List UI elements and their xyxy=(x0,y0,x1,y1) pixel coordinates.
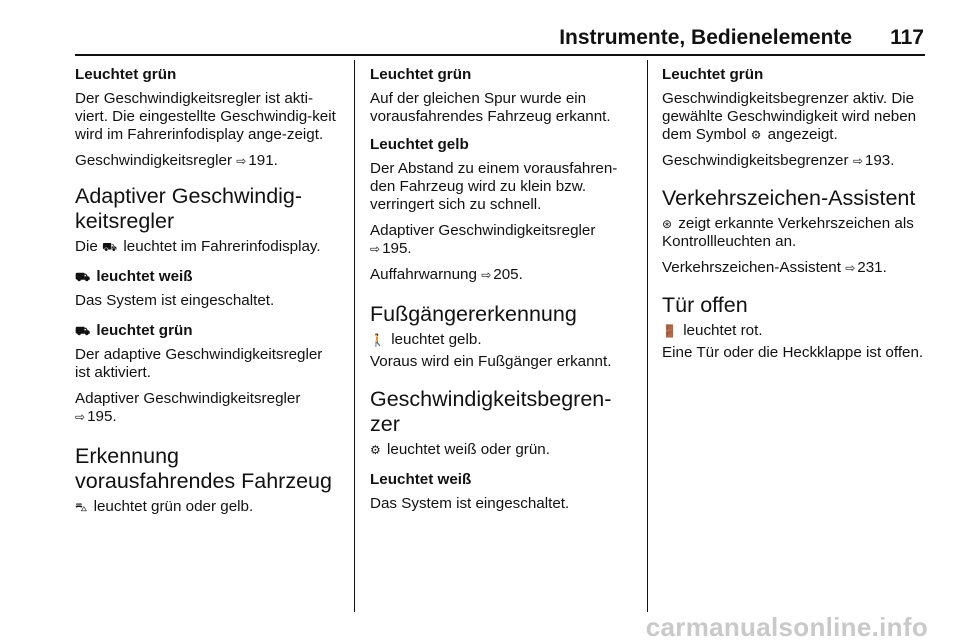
heading-acc-green: ⛟ leuchtet grün xyxy=(75,322,193,339)
heading-speed-limiter: Geschwindigkeitsbegren-zer xyxy=(370,387,612,436)
xref-arrow-icon xyxy=(236,152,248,169)
heading-traffic-sign-assist: Verkehrszeichen-Assistent xyxy=(662,186,916,210)
acc-icon: ⛟ xyxy=(75,324,91,338)
paragraph-limiter-active: Geschwindigkeitsbegrenzer aktiv. Die gewählte Geschwindigkeit wird neben dem Symbol ⚙ angezeigt. xyxy=(662,90,917,143)
heading-yellow: Leuchtet gelb xyxy=(370,136,469,153)
acc-icon: ⛟ xyxy=(75,270,91,284)
paragraph-pedestrian-light: 🚶 leuchtet gelb. xyxy=(370,331,482,348)
heading-green-1: Leuchtet grün xyxy=(75,66,177,83)
car-icon: ⛍ xyxy=(75,500,88,514)
xref-arrow-icon xyxy=(481,266,493,283)
paragraph-system-on: Das System ist eingeschaltet. xyxy=(75,292,275,309)
heading-green: Leuchtet grün xyxy=(370,66,472,83)
paragraph-acc-display: Die ⛟ leuchtet im Fahrerinfodisplay. xyxy=(75,238,321,255)
column-2 xyxy=(370,66,635,521)
paragraph-distance-warning: Der Abstand zu einem vorausfahren-den Fahrzeug wird zu klein bzw. verringert sich zu schnell. xyxy=(370,160,618,213)
xref-adaptive-cruise[interactable]: Adaptiver Geschwindigkeitsregler ⇨ 195. xyxy=(370,222,635,258)
column-divider-1 xyxy=(354,60,355,612)
xref-adaptive-cruise[interactable]: Adaptiver Geschwindigkeitsregler ⇨ 195. xyxy=(75,390,337,426)
limiter-icon: ⚙ xyxy=(750,128,762,142)
heading-adaptive-cruise: Adaptiver Geschwindig-keitsregler xyxy=(75,184,303,233)
paragraph-cruise-active: Der Geschwindigkeitsregler ist akti-viert. Die eingestellte Geschwindig-keit wird im Fahrerinfodisplay ange-zeigt. xyxy=(75,90,336,143)
heading-vehicle-detection: Erkennung vorausfahrendes Fahrzeug xyxy=(75,444,332,493)
pedestrian-icon: 🚶 xyxy=(370,333,385,347)
limiter-icon: ⚙ xyxy=(370,443,381,457)
paragraph-pedestrian-detected: Voraus wird ein Fußgänger erkannt. xyxy=(370,353,612,370)
page-number: 117 xyxy=(890,26,924,49)
xref-collision-warning[interactable]: Auffahrwarnung ⇨ 205. xyxy=(370,266,635,284)
xref-arrow-icon xyxy=(75,408,87,425)
xref-arrow-icon xyxy=(370,240,382,257)
column-3 xyxy=(662,66,924,370)
heading-white: Leuchtet weiß xyxy=(370,471,472,488)
watermark: carmanualsonline.info xyxy=(645,612,928,642)
paragraph-vehicle-detection: ⛍ leuchtet grün oder gelb. xyxy=(75,498,254,515)
xref-traffic-sign[interactable]: Verkehrszeichen-Assistent ⇨ 231. xyxy=(662,259,924,277)
paragraph-acc-active: Der adaptive Geschwindigkeitsregler ist aktiviert. xyxy=(75,346,323,381)
xref-arrow-icon xyxy=(845,259,857,276)
header-rule xyxy=(75,54,925,56)
chapter-title: Instrumente, Bedienelemente xyxy=(559,26,853,49)
heading-acc-white: ⛟ leuchtet weiß xyxy=(75,268,193,285)
column-divider-2 xyxy=(647,60,648,612)
paragraph-limiter-light: ⚙ leuchtet weiß oder grün. xyxy=(370,441,550,458)
heading-green: Leuchtet grün xyxy=(662,66,764,83)
xref-speed-limiter[interactable]: Geschwindigkeitsbegrenzer ⇨ 193. xyxy=(662,152,924,170)
heading-door-open: Tür offen xyxy=(662,293,748,317)
heading-pedestrian: Fußgängererkennung xyxy=(370,302,577,326)
column-1 xyxy=(75,66,337,524)
door-icon: 🚪 xyxy=(662,324,677,338)
xref-cruise[interactable]: Geschwindigkeitsregler ⇨ 191. xyxy=(75,152,337,170)
acc-icon: ⛟ xyxy=(102,240,118,254)
paragraph-door-light: 🚪 leuchtet rot. xyxy=(662,322,763,339)
xref-arrow-icon xyxy=(853,152,865,169)
paragraph-traffic-sign: ⊛ zeigt erkannte Verkehrszeichen als Kontrollleuchten an. xyxy=(662,215,914,250)
paragraph-door-open: Eine Tür oder die Heckklappe ist offen. xyxy=(662,344,924,361)
page-header xyxy=(0,26,924,50)
paragraph-vehicle-detected: Auf der gleichen Spur wurde ein vorausfahrendes Fahrzeug erkannt. xyxy=(370,90,611,125)
traffic-sign-icon: ⊛ xyxy=(662,217,673,231)
paragraph-system-on: Das System ist eingeschaltet. xyxy=(370,495,570,512)
